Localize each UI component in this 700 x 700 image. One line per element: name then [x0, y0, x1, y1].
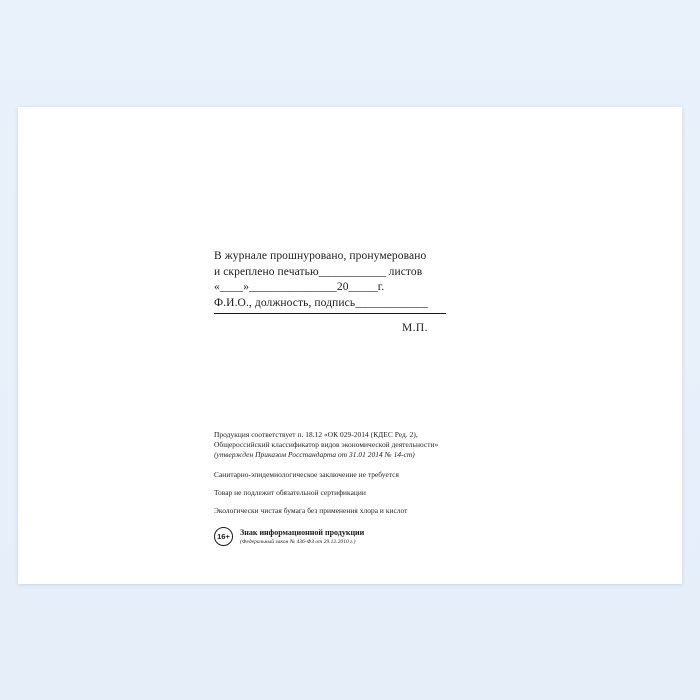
certification-signature-line: [214, 296, 514, 312]
page-content: [18, 107, 682, 584]
age-rating-title: Знак информационной продукции: [240, 527, 365, 537]
certification-line-1: В журнале прошнуровано, пронумеровано: [214, 250, 427, 262]
spacer: [214, 498, 544, 506]
note-line: Общероссийский классификатор видов экономической деятельности»: [214, 440, 439, 449]
certification-signature-fill: ______________: [355, 296, 428, 309]
note-line: Продукция соответствует п. 18.12 «ОК 029-2014 (КДЕС Ред. 2),: [214, 430, 418, 439]
signature-rule: [214, 313, 446, 314]
spacer: [214, 460, 544, 470]
certification-line-2-fill: _____________: [318, 265, 386, 278]
age-rating-badge: 16+: [214, 527, 233, 546]
certification-date-line: «____»_______________20_____г.: [214, 281, 385, 293]
note-line: (утвержден Приказом Росстандарта от 31.01 2014 № 14-ст): [214, 450, 415, 459]
certification-block: [214, 249, 514, 334]
certification-signature-label: Ф.И.О., должность, подпись: [214, 296, 356, 309]
compliance-notes-block: [214, 430, 544, 546]
age-rating-text: [240, 528, 364, 546]
age-rating-subtitle: (Федеральный закон № 436-ФЗ от 29.12.2010 г.): [240, 538, 356, 545]
certification-line-2-after: листов: [388, 265, 423, 278]
document-page: [18, 107, 682, 584]
age-rating-row: [214, 527, 544, 546]
certification-line-2-before: и скреплено печатью: [214, 265, 319, 278]
certification-line-2: [214, 265, 514, 281]
note-line: Санитарно-эпидемиологическое заключение не требуется: [214, 470, 399, 479]
note-line: Товар не подлежит обязательной сертификации: [214, 488, 366, 497]
note-line: Экологически чистая бумага без применения хлора и кислот: [214, 506, 408, 515]
spacer: [214, 480, 544, 488]
seal-mark: М.П.: [402, 322, 428, 334]
